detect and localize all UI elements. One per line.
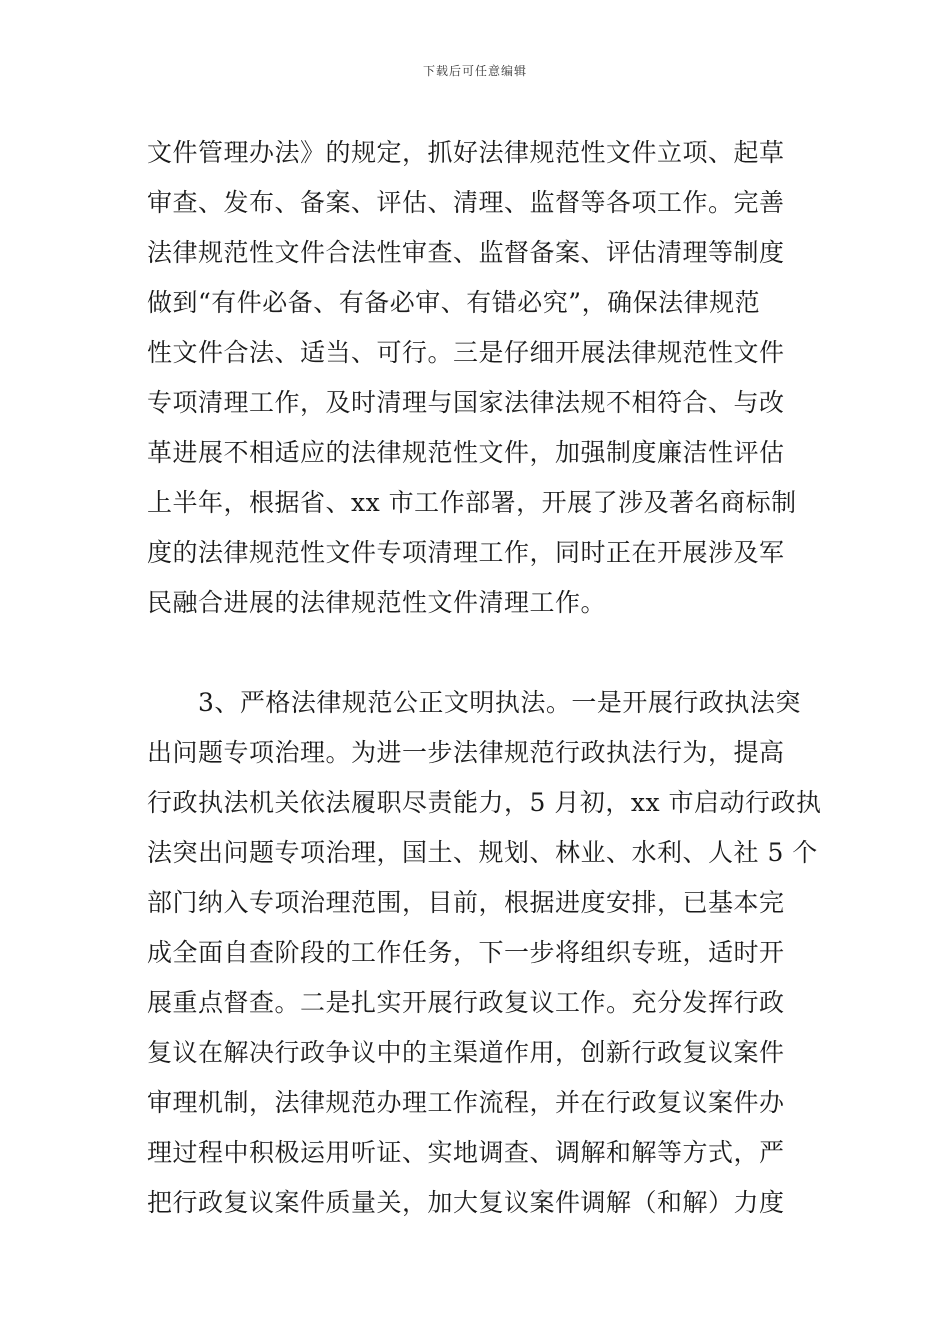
paragraph-2-line: 展重点督查。二是扎实开展行政复议工作。充分发挥行政: [147, 988, 785, 1017]
paragraph-1-line: 专项清理工作，及时清理与国家法律法规不相符合、与改: [147, 388, 785, 417]
paragraph-2-line: 3、严格法律规范公正文明执法。一是开展行政执法突: [147, 688, 801, 717]
paragraph-1-line: 度的法律规范性文件专项清理工作，同时正在开展涉及军: [147, 538, 785, 567]
paragraph-1-line: 民融合进展的法律规范性文件清理工作。: [147, 588, 607, 617]
paragraph-2-line: 审理机制，法律规范办理工作流程，并在行政复议案件办: [147, 1088, 785, 1117]
paragraph-1-line: 文件管理办法》的规定，抓好法律规范性文件立项、起草: [147, 138, 785, 167]
paragraph-2-line: 部门纳入专项治理范围，目前，根据进度安排，已基本完: [147, 888, 785, 917]
paragraph-2-line: 把行政复议案件质量关，加大复议案件调解（和解）力度: [147, 1188, 785, 1217]
paragraph-2-line: 法突出问题专项治理，国土、规划、林业、水利、人社 5 个: [147, 838, 818, 867]
paragraph-1-line: 法律规范性文件合法性审查、监督备案、评估清理等制度: [147, 238, 785, 267]
paragraph-1-line: 做到“有件必备、有备必审、有错必究”，确保法律规范: [147, 288, 761, 317]
paragraph-1-line: 审查、发布、备案、评估、清理、监督等各项工作。完善: [147, 188, 785, 217]
paragraph-2-line: 出问题专项治理。为进一步法律规范行政执法行为，提高: [147, 738, 785, 767]
paragraph-1-line: 性文件合法、适当、可行。三是仔细开展法律规范性文件: [147, 338, 785, 367]
page-header: 下载后可任意编辑: [422, 64, 527, 78]
paragraph-2-line: 成全面自查阶段的工作任务，下一步将组织专班，适时开: [147, 938, 785, 967]
paragraph-2-line: 行政执法机关依法履职尽责能力，5 月初，xx 市启动行政执: [147, 788, 822, 817]
paragraph-2-line: 复议在解决行政争议中的主渠道作用，创新行政复议案件: [147, 1038, 785, 1067]
paragraph-1-line: 上半年，根据省、xx 市工作部署，开展了涉及著名商标制: [147, 488, 797, 517]
paragraph-1-line: 革进展不相适应的法律规范性文件，加强制度廉洁性评估: [147, 438, 785, 467]
paragraph-2-line: 理过程中积极运用听证、实地调查、调解和解等方式，严: [147, 1138, 785, 1167]
